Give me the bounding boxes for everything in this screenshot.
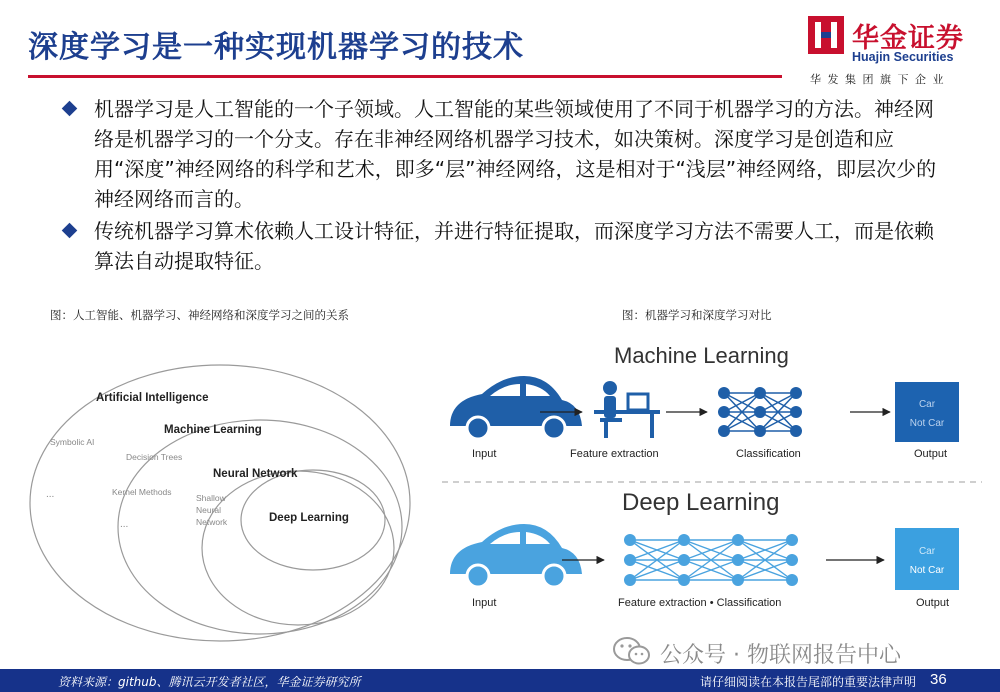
ml-neural-network-icon [718,387,802,437]
diamond-bullet-icon [62,101,78,117]
figure-caption-left: 图：人工智能、机器学习、神经网络和深度学习之间的关系 [50,308,349,322]
venn-label-kernel: Kernel Methods [112,487,172,497]
ai-ml-dl-venn-diagram [20,355,420,655]
venn-label-nn: Neural Network [213,468,298,480]
ml-title: Machine Learning [614,343,789,368]
venn-ellipsis-ml: ... [120,519,129,530]
wechat-icon [612,634,652,668]
company-logo [808,16,978,86]
ml-output-car: Car [918,399,936,410]
venn-label-dl: Deep Learning [269,512,349,524]
footer-source: 资料来源：github、腾讯云开发者社区，华金证券研究所 [58,675,361,689]
dl-label-input: Input [472,597,497,609]
venn-label-ai: Artificial Intelligence [96,392,209,404]
venn-ellipsis-ai: ... [46,489,55,500]
nn-ellipse [202,471,394,625]
logo-name-en: Huajin Securities [852,50,954,64]
venn-label-symbolic: Symbolic AI [50,437,95,447]
ml-car-icon [450,376,582,439]
dl-title: Deep Learning [622,489,780,516]
page-number: 36 [930,671,947,688]
dl-label-output: Output [916,597,950,609]
bullet-text: 机器学习是人工智能的一个子领域。人工智能的某些领域使用了不同于机器学习的方法。神经网络是机器学习的一个分支。存在非神经网络机器学习技术，如决策树。深度学习是创造和应用“深度”神经网络的科学和艺术，即多“层”神经网络，这是相对于“浅层”神经网络，即层次少的神经网络而言的。 [94,97,937,211]
diamond-bullet-icon [62,223,78,239]
ml-vs-dl-diagram [432,330,992,620]
venn-label-decision-trees: Decision Trees [126,452,183,462]
dl-deep-network-icon [624,534,798,586]
ml-label-output: Output [914,448,948,460]
ml-label-classification: Classification [736,448,801,460]
logo-name-cn: 华金证券 [852,23,964,54]
venn-label-shallow-2: Neural [196,505,222,515]
ml-label-feature: Feature extraction [570,448,659,460]
ml-label-input: Input [472,448,497,460]
page-title: 深度学习是一种实现机器学习的技术 [28,30,524,65]
dl-car-icon [450,524,582,587]
footer-bar [0,669,1000,692]
venn-label-shallow-3: Network [196,517,228,527]
bullet-item [58,216,938,276]
watermark-text: 公众号 · 物联网报告中心 [660,643,901,668]
dl-output-not-car: Not Car [909,565,945,576]
venn-label-ml: Machine Learning [164,424,262,436]
bullet-item [58,94,938,214]
dl-output-car: Car [918,546,936,557]
ml-output-box [895,382,959,442]
bullet-text: 传统机器学习算术依赖人工设计特征，并进行特征提取，而深度学习方法不需要人工，而是依赖算法自动提取特征。 [94,219,934,273]
ml-output-not-car: Not Car [909,418,945,429]
ml-person-at-desk-icon [594,381,660,438]
figure-caption-right: 图：机器学习和深度学习对比 [622,308,772,322]
header-divider [28,75,782,78]
huajin-logo-icon [808,16,844,54]
venn-label-shallow-1: Shallow [196,493,226,503]
bullet-list [58,94,938,278]
dl-output-box [895,528,959,590]
dl-label-feature-classification: Feature extraction • Classification [618,597,782,609]
footer-legal-notice: 请仔细阅读在本报告尾部的重要法律声明 [700,675,917,689]
logo-tagline: 华发集团旗下企业 [810,73,950,86]
